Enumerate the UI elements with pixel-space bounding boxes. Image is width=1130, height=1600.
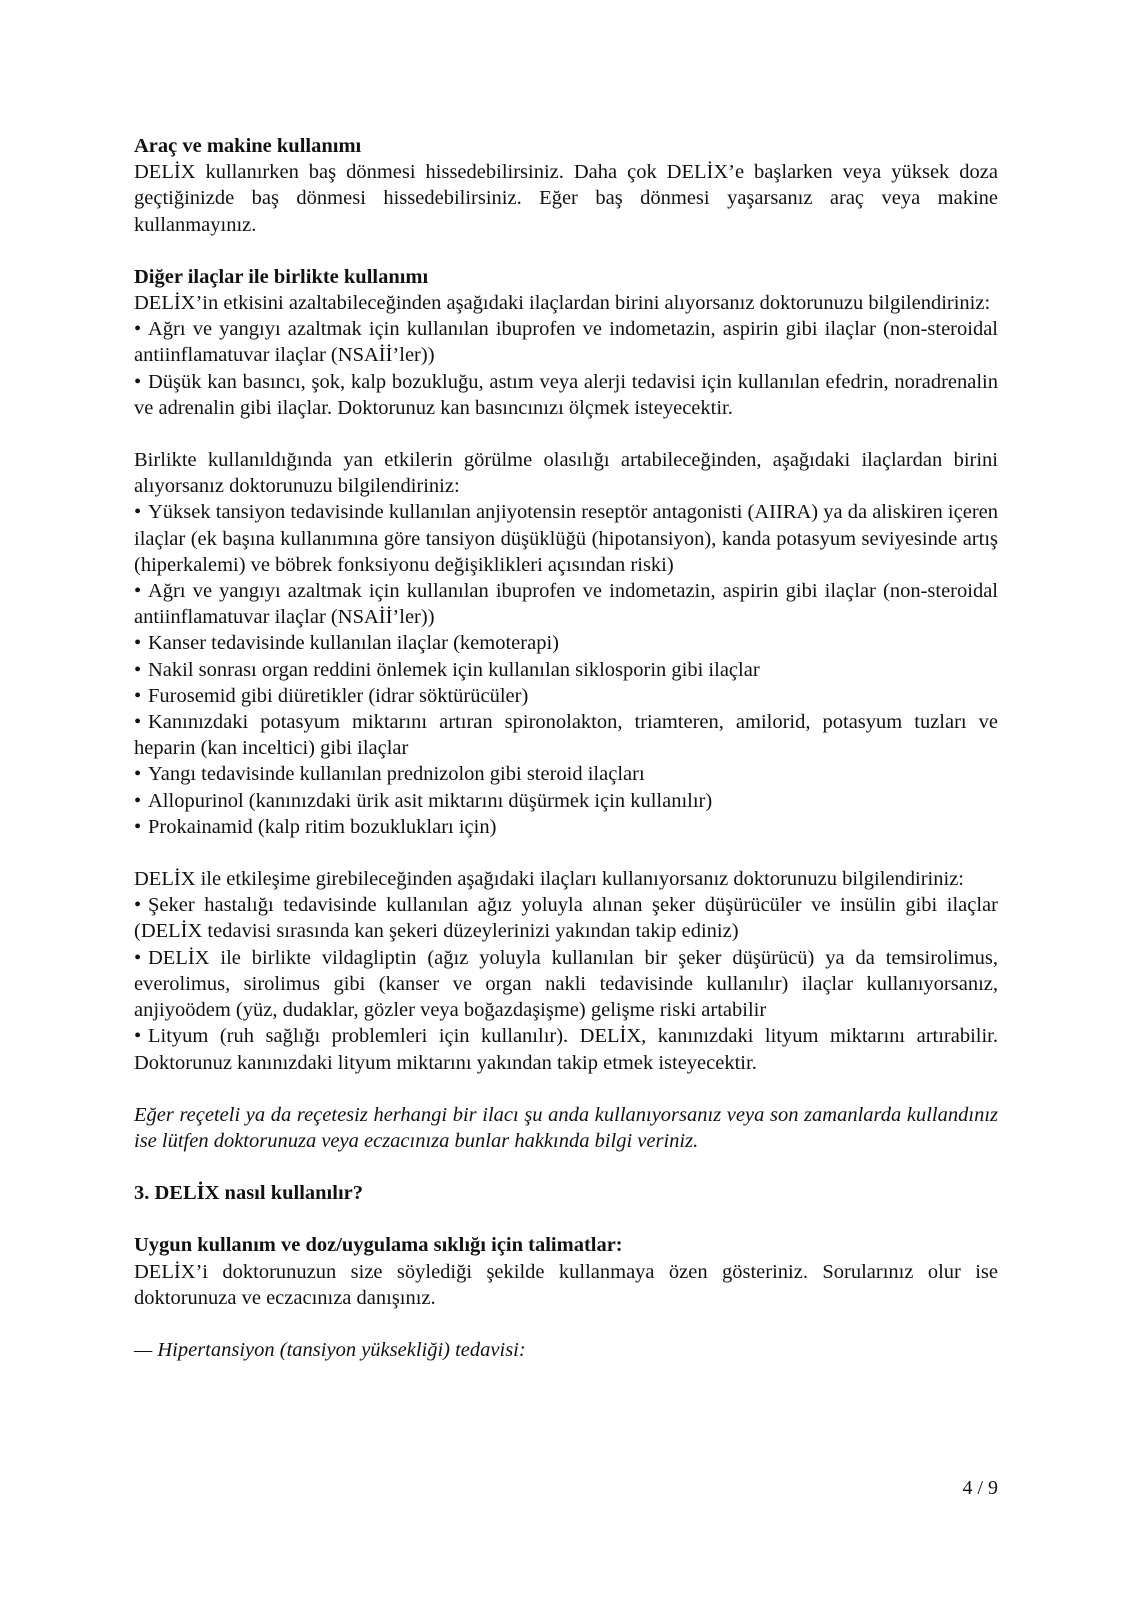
page-number: 4 / 9 [962, 1477, 998, 1499]
list-item: • Lityum (ruh sağlığı problemleri için kullanılır). DELİX, kanınızdaki lityum miktarını artırabilir. Doktorunuz kanınızdaki lityum miktarını yakından takip etmek isteyecektir. [134, 1025, 998, 1074]
list-item: • Yangı tedavisinde kullanılan prednizolon gibi steroid ilaçları [134, 761, 998, 787]
spacer [134, 1206, 998, 1232]
document-page [134, 133, 998, 1363]
bullet-icon: • [134, 894, 142, 917]
list-item: • DELİX ile birlikte vildagliptin (ağız yoluyla kullanılan bir şeker düşürücü) ya da temsirolimus, everolimus, sirolimus gibi (kanser ve organ nakli tedavisinde kullanılır) ilaçlar kullanıyorsanız, anjiyoödem (yüz, dudaklar, gözler veya boğazdaşişme) gelişme riski artabilir [134, 946, 998, 1022]
paragraph-other-drugs-intro: DELİX’in etkisini azaltabileceğinden aşağıdaki ilaçlardan birini alıyorsanız doktorunuzu bilgilendiriniz: [134, 292, 991, 315]
list-item: • Şeker hastalığı tedavisinde kullanılan ağız yoluyla alınan şeker düşürücüler ve insülin gibi ilaçlar (DELİX tedavisi sırasında kan şekeri düzeylerinizi yakından takip ediniz) [134, 894, 998, 943]
bullet-icon: • [134, 684, 142, 707]
list-item: • Düşük kan basıncı, şok, kalp bozukluğu, astım veya alerji tedavisi için kullanılan efedrin, noradrenalin ve adrenalin gibi ilaçlar. Doktorunuz kan basıncınızı ölçmek isteyecektir. [134, 370, 998, 419]
list-item: • Prokainamid (kalp ritim bozuklukları için) [134, 814, 998, 840]
spacer [134, 840, 998, 866]
section-heading-other-drugs: Diğer ilaçlar ile birlikte kullanımı [134, 265, 429, 288]
spacer [134, 421, 998, 447]
bullet-icon: • [134, 1025, 142, 1048]
spacer [134, 1311, 998, 1337]
paragraph-instructions: DELİX’i doktorunuzun size söylediği şekilde kullanmaya özen gösteriniz. Sorularınız olur ise doktorunuza ve eczacınıza danışınız. [134, 1260, 998, 1309]
list-item: • Ağrı ve yangıyı azaltmak için kullanılan ibuprofen ve indometazin, aspirin gibi ilaçlar (non-steroidal antiinflamatuvar ilaçlar (NSAİİ’ler)) [134, 580, 998, 629]
paragraph-side-effects-intro: Birlikte kullanıldığında yan etkilerin görülme olasılığı artabileceğinden, aşağıdaki ilaçlardan birini alıyorsanız doktorunuzu bilgilendiriniz: [134, 449, 998, 498]
list-item: • Allopurinol (kanınızdaki ürik asit miktarını düşürmek için kullanılır) [134, 788, 998, 814]
bullet-icon: • [134, 632, 142, 655]
list-item: • Kanser tedavisinde kullanılan ilaçlar (kemoterapi) [134, 630, 998, 656]
bullet-icon: • [134, 580, 142, 603]
list-item: • Kanınızdaki potasyum miktarını artıran spironolakton, triamteren, amilorid, potasyum tuzları ve heparin (kan inceltici) gibi ilaçlar [134, 711, 998, 760]
bullet-icon: • [134, 815, 142, 838]
subheading-instructions: Uygun kullanım ve doz/uygulama sıklığı için talimatlar: [134, 1234, 623, 1257]
bullet-icon: • [134, 370, 142, 393]
paragraph-vehicle-use: DELİX kullanırken baş dönmesi hissedebilirsiniz. Daha çok DELİX’e başlarken veya yüksek doza geçtiğinizde baş dönmesi hissedebilirsiniz. Eğer baş dönmesi yaşarsanız araç veya makine kullanmayınız. [134, 161, 998, 236]
list-item: • Yüksek tansiyon tedavisinde kullanılan anjiyotensin reseptör antagonisti (AIIRA) ya da aliskiren içeren ilaçlar (ek başına kullanımına göre tansiyon düşüklüğü (hipotansiyon), kanda potasyum seviyesinde artış (hiperkalemi) ve böbrek fonksiyonu değişiklikleri açısından riski) [134, 501, 998, 576]
bullet-icon: • [134, 501, 142, 524]
spacer [134, 238, 998, 264]
bullet-icon: • [134, 789, 142, 812]
section-heading-vehicle-use: Araç ve makine kullanımı [134, 135, 362, 157]
bullet-icon: • [134, 658, 142, 681]
bullet-icon: • [134, 763, 142, 786]
list-item: • Furosemid gibi diüretikler (idrar söktürücüler) [134, 683, 998, 709]
spacer [134, 1154, 998, 1180]
list-item: • Nakil sonrası organ reddini önlemek için kullanılan siklosporin gibi ilaçlar [134, 657, 998, 683]
bullet-icon: • [134, 946, 142, 969]
bullet-icon: • [134, 711, 142, 734]
spacer [134, 1076, 998, 1102]
subitem-hypertension: — Hipertansiyon (tansiyon yüksekliği) tedavisi: [134, 1338, 526, 1361]
note-paragraph: Eğer reçeteli ya da reçetesiz herhangi bir ilacı şu anda kullanıyorsanız veya son zamanlarda kullandınız ise lütfen doktorunuza veya eczacınıza bunlar hakkında bilgi veriniz. [134, 1103, 998, 1152]
paragraph-interactions-intro: DELİX ile etkileşime girebileceğinden aşağıdaki ilaçları kullanıyorsanız doktorunuzu bilgilendiriniz: [134, 868, 964, 891]
bullet-icon: • [134, 318, 142, 341]
list-item: • Ağrı ve yangıyı azaltmak için kullanılan ibuprofen ve indometazin, aspirin gibi ilaçlar (non-steroidal antiinflamatuvar ilaçlar (NSAİİ’ler)) [134, 318, 998, 367]
section-heading-how-to-use: 3. DELİX nasıl kullanılır? [134, 1182, 363, 1205]
